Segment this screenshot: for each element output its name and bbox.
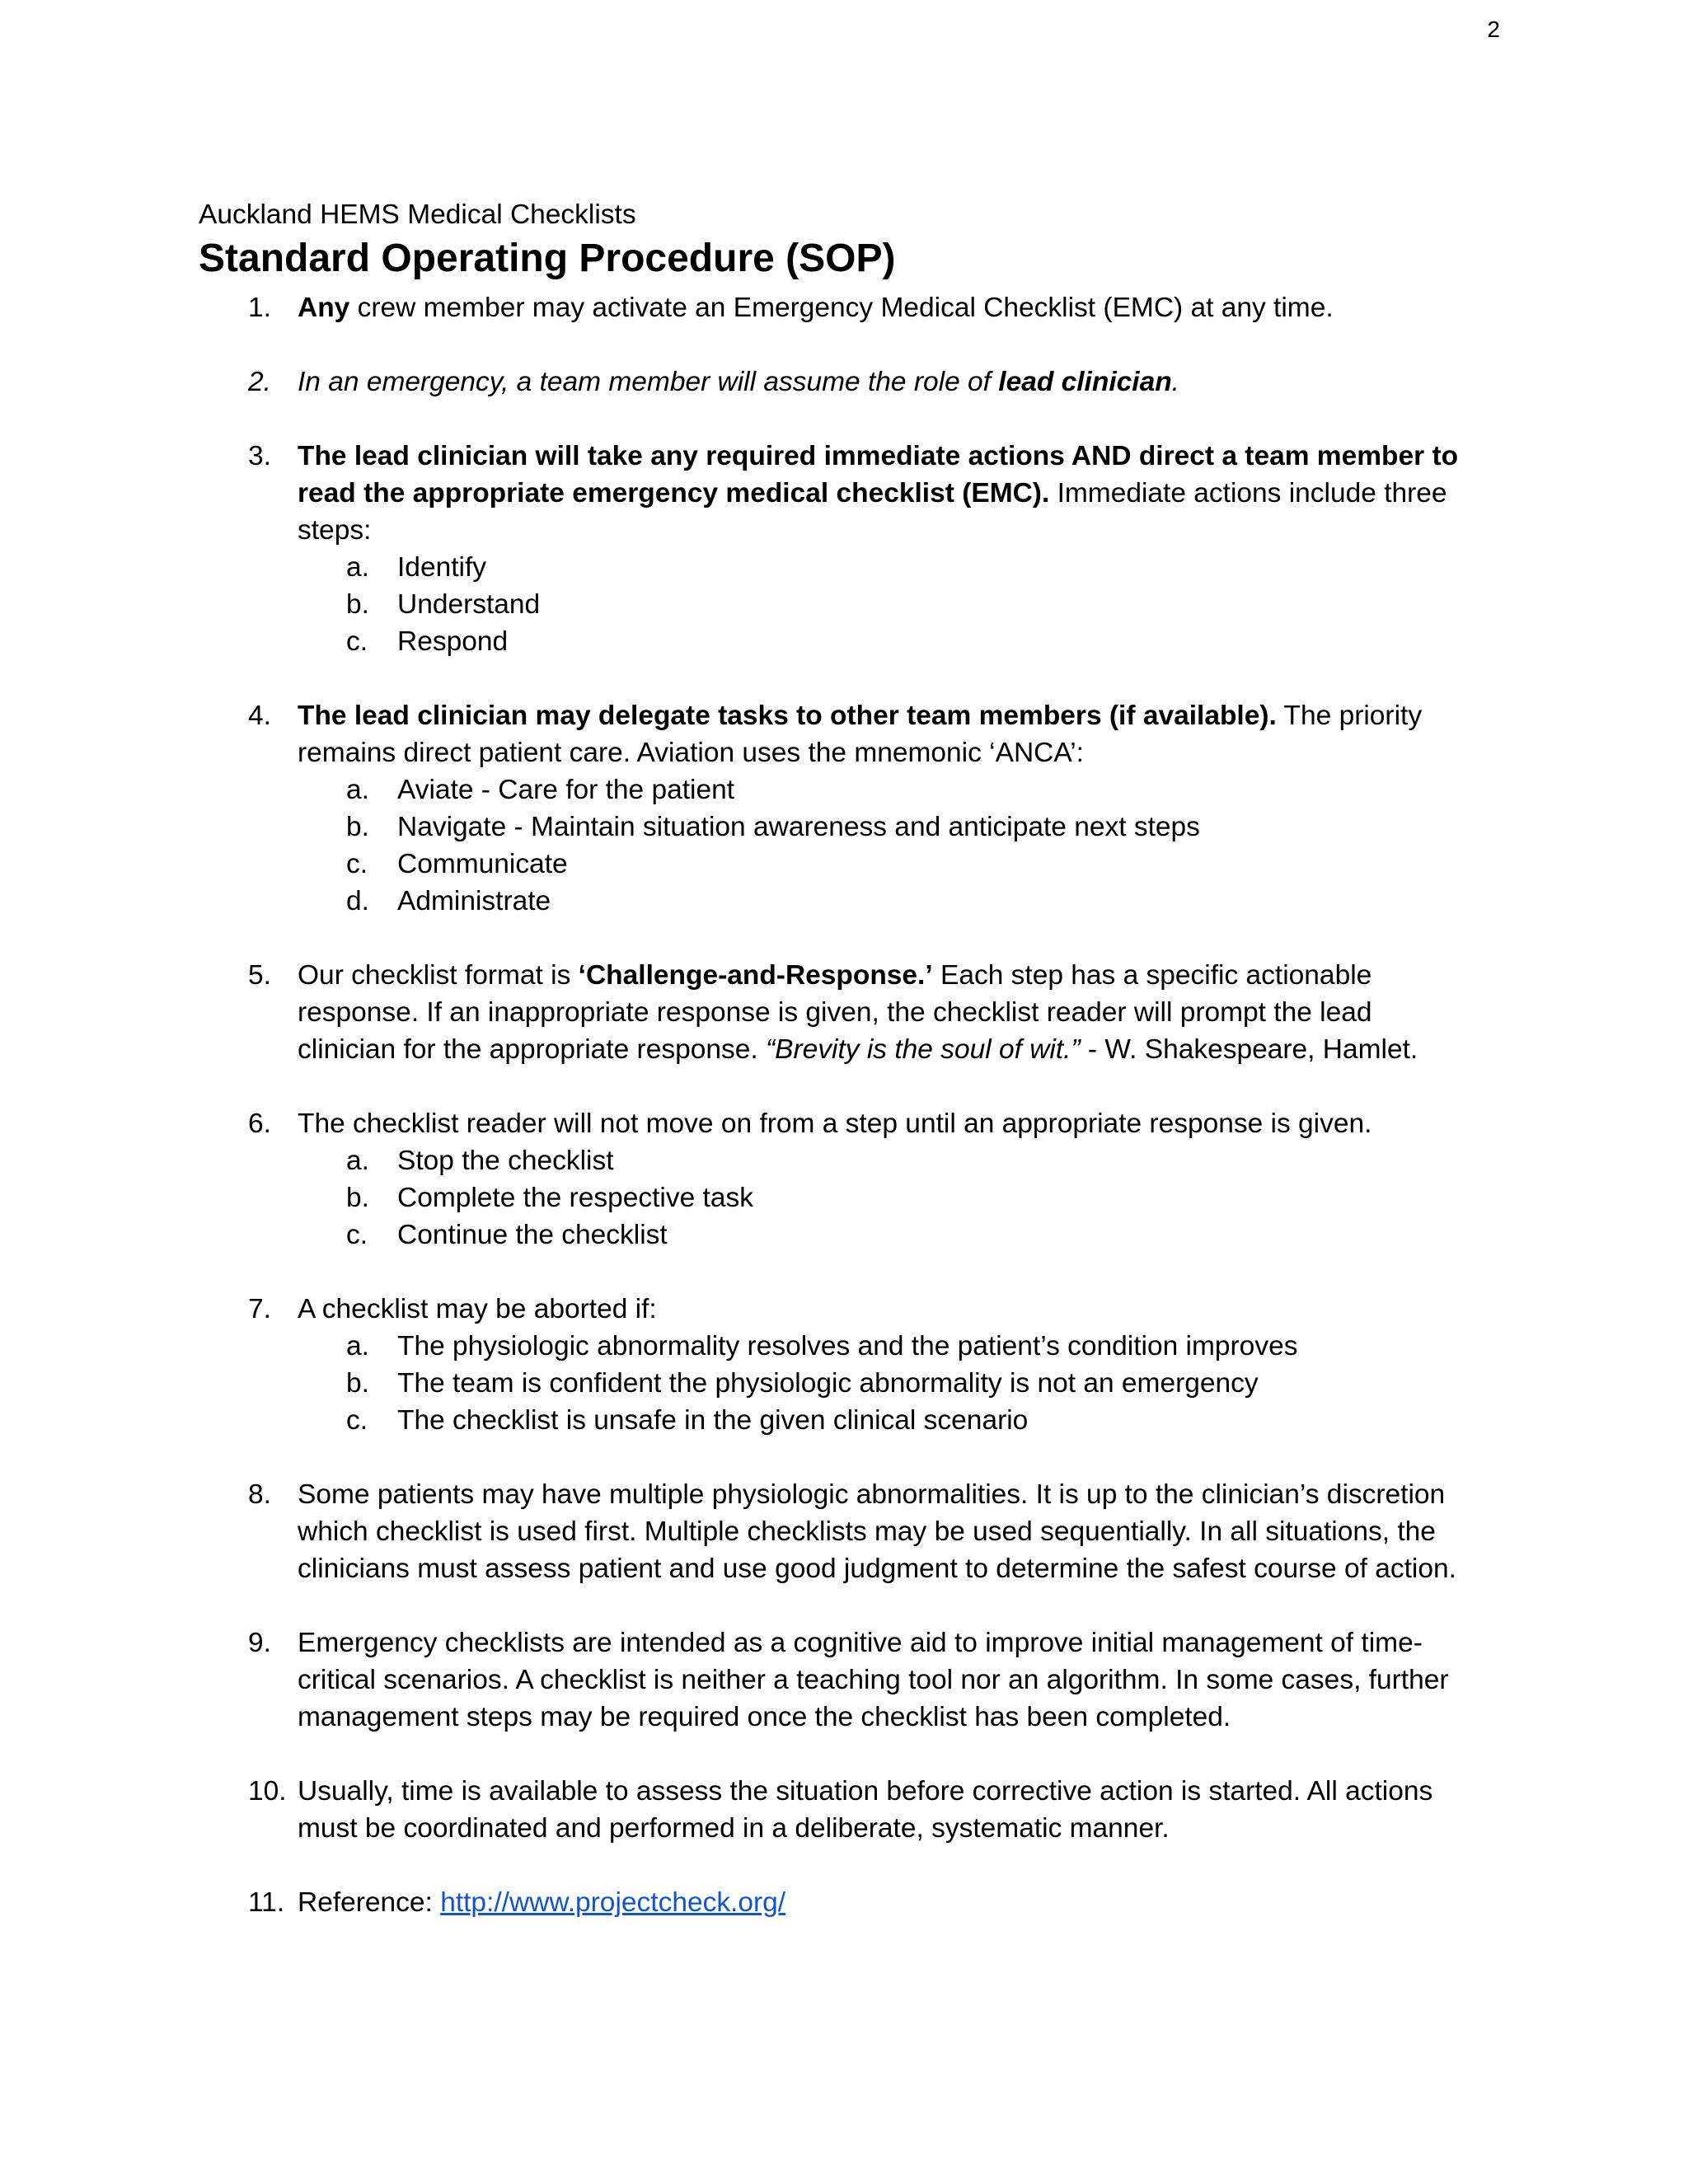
item-number: 8. xyxy=(248,1479,271,1510)
sub-text: The checklist is unsafe in the given clinical scenario xyxy=(397,1405,1029,1436)
item-text: A checklist may be aborted if: xyxy=(298,1294,657,1324)
sub-item xyxy=(0,1179,1474,1216)
item-quote: “Brevity is the soul of wit.” xyxy=(765,1034,1081,1065)
item-number: 4. xyxy=(248,701,271,731)
sub-text: Administrate xyxy=(397,886,551,916)
item-text: Reference: xyxy=(298,1887,441,1918)
item-text: crew member may activate an Emergency Medical Checklist (EMC) at any time. xyxy=(349,293,1334,323)
sub-letter: b. xyxy=(346,812,369,842)
sub-letter: a. xyxy=(346,1146,369,1176)
item-text: Usually, time is available to assess the situation before corrective action is started. All actions must be coordinated and performed in a deliberate, systematic manner. xyxy=(298,1776,1433,1844)
item-text: Our checklist format is xyxy=(298,960,579,991)
sub-item xyxy=(0,1142,1474,1179)
item-number: 7. xyxy=(248,1294,271,1324)
list-item-7 xyxy=(0,1291,1688,1439)
item-text: Immediate actions include three steps: xyxy=(298,478,1447,546)
sub-item xyxy=(0,586,1474,623)
sub-item xyxy=(0,549,1474,586)
document-subtitle: Auckland HEMS Medical Checklists xyxy=(199,199,636,230)
item-text: Each step has a specific actionable response. If an inappropriate response is given, the checklist reader will prompt the lead clinician for the appropriate response. xyxy=(298,960,1372,1065)
page-number: 2 xyxy=(1487,16,1500,42)
sub-letter: c. xyxy=(346,1220,368,1250)
item-number: 11. xyxy=(248,1887,285,1918)
sop-list xyxy=(0,289,1688,1958)
item-text-end: . xyxy=(1171,367,1179,397)
sub-letter: b. xyxy=(346,589,369,620)
item-text: The priority remains direct patient care. Aviation uses the mnemonic ‘ANCA’: xyxy=(298,701,1423,768)
item-text: In an emergency, a team member will assume the role of xyxy=(298,367,999,397)
list-item-3 xyxy=(0,438,1688,660)
list-item-10 xyxy=(0,1773,1688,1847)
sub-text: Identify xyxy=(397,552,487,583)
list-item-4 xyxy=(0,697,1688,920)
reference-link[interactable]: http://www.projectcheck.org/ xyxy=(440,1887,786,1918)
list-item-8 xyxy=(0,1476,1688,1587)
item-attribution: - W. Shakespeare, Hamlet. xyxy=(1080,1034,1418,1065)
sub-item xyxy=(0,1328,1474,1365)
sub-letter: a. xyxy=(346,775,369,805)
list-item-2 xyxy=(0,363,1688,401)
item-bold-term: ‘Challenge-and-Response.’ xyxy=(578,960,933,991)
sub-letter: c. xyxy=(346,849,368,879)
sub-list xyxy=(298,1142,1474,1254)
item-number: 10. xyxy=(248,1776,287,1807)
list-item-11 xyxy=(0,1884,1688,1921)
sub-item xyxy=(0,883,1474,920)
sub-letter: a. xyxy=(346,552,369,583)
sub-text: The team is confident the physiologic abnormality is not an emergency xyxy=(397,1368,1259,1399)
item-text: The checklist reader will not move on from a step until an appropriate response is given. xyxy=(298,1108,1372,1139)
list-item-1 xyxy=(0,289,1688,326)
sub-letter: d. xyxy=(346,886,369,916)
item-number: 1. xyxy=(248,293,271,323)
sub-item xyxy=(0,846,1474,883)
sub-letter: b. xyxy=(346,1183,369,1213)
sub-item xyxy=(0,808,1474,846)
item-number: 2. xyxy=(248,367,271,397)
item-bold-lead: The lead clinician may delegate tasks to other team members (if available). xyxy=(298,701,1277,731)
sub-text: Stop the checklist xyxy=(397,1146,614,1176)
sub-letter: c. xyxy=(346,1405,368,1436)
sub-text: Continue the checklist xyxy=(397,1220,668,1250)
sub-text: Aviate - Care for the patient xyxy=(397,775,735,805)
sub-text: The physiologic abnormality resolves and the patient’s condition improves xyxy=(397,1331,1298,1361)
list-item-9 xyxy=(0,1624,1688,1736)
item-number: 5. xyxy=(248,960,271,991)
sub-text: Complete the respective task xyxy=(397,1183,753,1213)
sub-text: Understand xyxy=(397,589,541,620)
sub-letter: a. xyxy=(346,1331,369,1361)
item-number: 3. xyxy=(248,441,271,471)
sub-list xyxy=(298,549,1474,660)
sub-letter: b. xyxy=(346,1368,369,1399)
item-text: Emergency checklists are intended as a cognitive aid to improve initial management of time-critical scenarios. A checklist is neither a teaching tool nor an algorithm. In some cases, further management steps may be required once the checklist has been completed. xyxy=(298,1628,1449,1732)
list-item-5 xyxy=(0,957,1688,1068)
list-item-6 xyxy=(0,1105,1688,1254)
sub-item xyxy=(0,623,1474,660)
item-bold-lead: The lead clinician will take any required immediate actions AND direct a team member to read the appropriate emergency medical checklist (EMC). xyxy=(298,441,1459,509)
sub-item xyxy=(0,1216,1474,1254)
sub-text: Navigate - Maintain situation awareness and anticipate next steps xyxy=(397,812,1200,842)
sub-list xyxy=(298,1328,1474,1439)
sub-item xyxy=(0,1402,1474,1439)
item-number: 9. xyxy=(248,1628,271,1658)
item-bold-lead: Any xyxy=(298,293,350,323)
item-text: Some patients may have multiple physiologic abnormalities. It is up to the clinician’s discretion which checklist is used first. Multiple checklists may be used sequentially. In all situations, the clinicians must assess patient and use good judgment to determine the safest course of action. xyxy=(298,1479,1456,1584)
item-bold-term: lead clinician xyxy=(998,367,1172,397)
sub-text: Respond xyxy=(397,626,509,657)
page-title: Standard Operating Procedure (SOP) xyxy=(199,237,896,280)
item-number: 6. xyxy=(248,1108,271,1139)
sub-letter: c. xyxy=(346,626,368,657)
sub-text: Communicate xyxy=(397,849,568,879)
sub-list xyxy=(298,771,1474,920)
sub-item xyxy=(0,771,1474,808)
sub-item xyxy=(0,1365,1474,1402)
